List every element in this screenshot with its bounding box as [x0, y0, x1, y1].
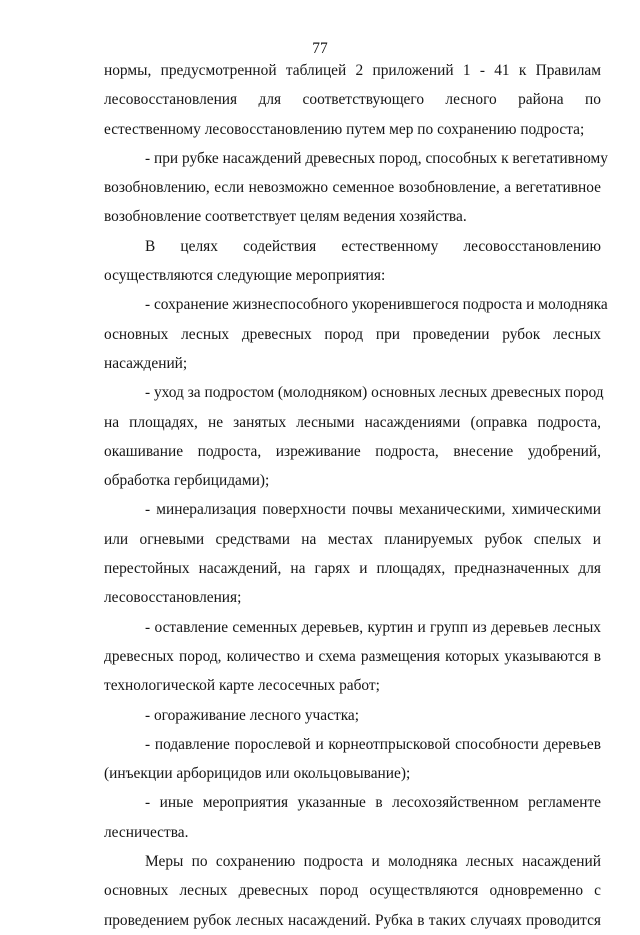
text-line: на площадях, не занятых лесными насаждениями (оправка подроста,	[104, 413, 601, 431]
document-body	[104, 56, 608, 935]
text-line: лесовосстановления для соответствующего лесного района по	[104, 91, 601, 109]
text-line: технологической карте лесосечных работ;	[104, 677, 380, 695]
text-line: естественному лесовосстановлению путем мер по сохранению подроста;	[104, 120, 585, 138]
text-line: осуществляются следующие мероприятия:	[104, 267, 386, 285]
text-line: - минерализация поверхности почвы механическими, химическими	[145, 501, 601, 519]
text-line: Меры по сохранению подроста и молодняка лесных насаждений	[145, 853, 601, 871]
text-line: - подавление порослевой и корнеотпрысковой способности деревьев	[145, 735, 601, 753]
text-line: основных лесных древесных пород осуществляются одновременно с	[104, 882, 601, 900]
text-line: окашивание подроста, изреживание подроста, внесение удобрений,	[104, 442, 601, 460]
text-line: насаждений;	[104, 354, 188, 372]
text-line: возобновлению, если невозможно семенное возобновление, а вегетативное	[104, 179, 601, 197]
text-line: нормы, предусмотренной таблицей 2 приложений 1 - 41 к Правилам	[104, 62, 601, 79]
text-line: - сохранение жизнеспособного укоренившегося подроста и молодняка	[145, 296, 608, 314]
text-line: перестойных насаждений, на гарях и площадях, предназначенных для	[104, 560, 601, 578]
text-line: древесных пород, количество и схема размещения которых указываются в	[104, 647, 601, 665]
text-line: - уход за подростом (молодняком) основных лесных древесных пород	[145, 384, 604, 402]
text-line: - иные мероприятия указанные в лесохозяйственном регламенте	[145, 794, 601, 812]
text-line: или огневыми средствами на местах планируемых рубок спелых и	[104, 530, 601, 548]
text-line: проведением рубок лесных насаждений. Рубка в таких случаях проводится	[104, 911, 601, 929]
page-number: 77	[312, 40, 328, 57]
text-line: (инъекции арборицидов или окольцовывание);	[104, 765, 411, 783]
text-line: обработка гербицидами);	[104, 472, 270, 490]
text-line: возобновление соответствует целям ведения хозяйства.	[104, 208, 467, 226]
text-line: лесничества.	[104, 823, 189, 841]
text-line: - огораживание лесного участка;	[145, 706, 360, 724]
text-line: лесовосстановления;	[104, 589, 242, 607]
text-line: основных лесных древесных пород при проведении рубок лесных	[104, 325, 601, 343]
text-line: В целях содействия естественному лесовосстановлению	[145, 237, 601, 255]
text-line: - оставление семенных деревьев, куртин и групп из деревьев лесных	[145, 618, 601, 636]
text-line: - при рубке насаждений древесных пород, способных к вегетативному	[145, 149, 608, 167]
